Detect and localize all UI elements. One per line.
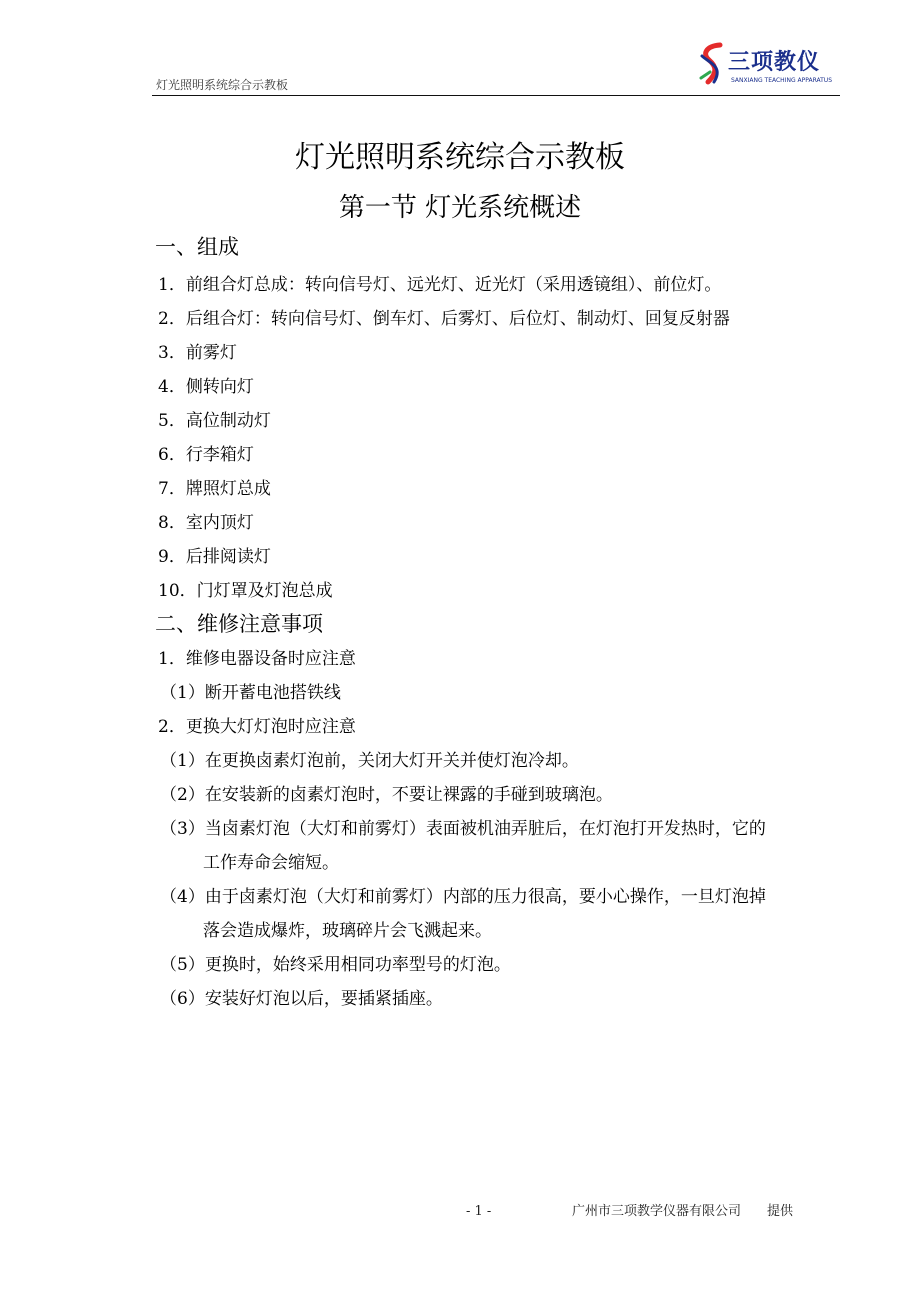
header-divider (152, 95, 840, 96)
list-item: 2．后组合灯：转向信号灯、倒车灯、后雾灯、后位灯、制动灯、回复反射器 (158, 309, 730, 329)
list-item: 5．高位制动灯 (158, 411, 271, 431)
page-number: - 1 - (466, 1204, 492, 1219)
list-item: 7．牌照灯总成 (158, 479, 271, 499)
list-item: 4．侧转向灯 (158, 377, 254, 397)
list-item: （5）更换时，始终采用相同功率型号的灯泡。 (160, 955, 511, 975)
document-title: 灯光照明系统综合示教板 (295, 140, 625, 175)
list-item: （4）由于卤素灯泡（大灯和前雾灯）内部的压力很高，要小心操作，一旦灯泡掉 (160, 887, 766, 907)
logo-tagline: SANXIANG TEACHING APPARATUS (731, 77, 833, 84)
list-item-continuation: 落会造成爆炸，玻璃碎片会飞溅起来。 (203, 921, 492, 941)
list-item: （1）在更换卤素灯泡前，关闭大灯开关并使灯泡冷却。 (160, 751, 579, 771)
list-item: 2．更换大灯灯泡时应注意 (158, 717, 356, 737)
list-item: 1．维修电器设备时应注意 (158, 649, 356, 669)
list-item: 10．门灯罩及灯泡总成 (158, 581, 333, 601)
section-title: 第一节 灯光系统概述 (338, 193, 582, 223)
company-logo (698, 42, 833, 88)
heading-maintenance: 二、维修注意事项 (155, 612, 323, 636)
heading-composition: 一、组成 (155, 235, 239, 259)
footer-provided: 提供 (767, 1204, 794, 1219)
page-header (152, 40, 840, 96)
logo-name: 三项教仪 (728, 50, 821, 75)
s-swoosh-logo-icon (698, 42, 728, 88)
list-item: 9．后排阅读灯 (158, 547, 271, 567)
list-item: （2）在安装新的卤素灯泡时，不要让裸露的手碰到玻璃泡。 (160, 785, 613, 805)
footer-provider: 广州市三项教学仪器有限公司 (572, 1204, 742, 1219)
list-item: 3．前雾灯 (158, 343, 237, 363)
list-item: （6）安装好灯泡以后，要插紧插座。 (160, 989, 443, 1009)
list-item-continuation: 工作寿命会缩短。 (203, 853, 339, 873)
list-item: （1）断开蓄电池搭铁线 (160, 683, 341, 703)
list-item: 1．前组合灯总成：转向信号灯、远光灯、近光灯（采用透镜组）、前位灯。 (158, 275, 722, 295)
list-item: 6．行李箱灯 (158, 445, 254, 465)
list-item: 8．室内顶灯 (158, 513, 254, 533)
list-item: （3）当卤素灯泡（大灯和前雾灯）表面被机油弄脏后，在灯泡打开发热时，它的 (160, 819, 766, 839)
running-title: 灯光照明系统综合示教板 (156, 78, 289, 92)
